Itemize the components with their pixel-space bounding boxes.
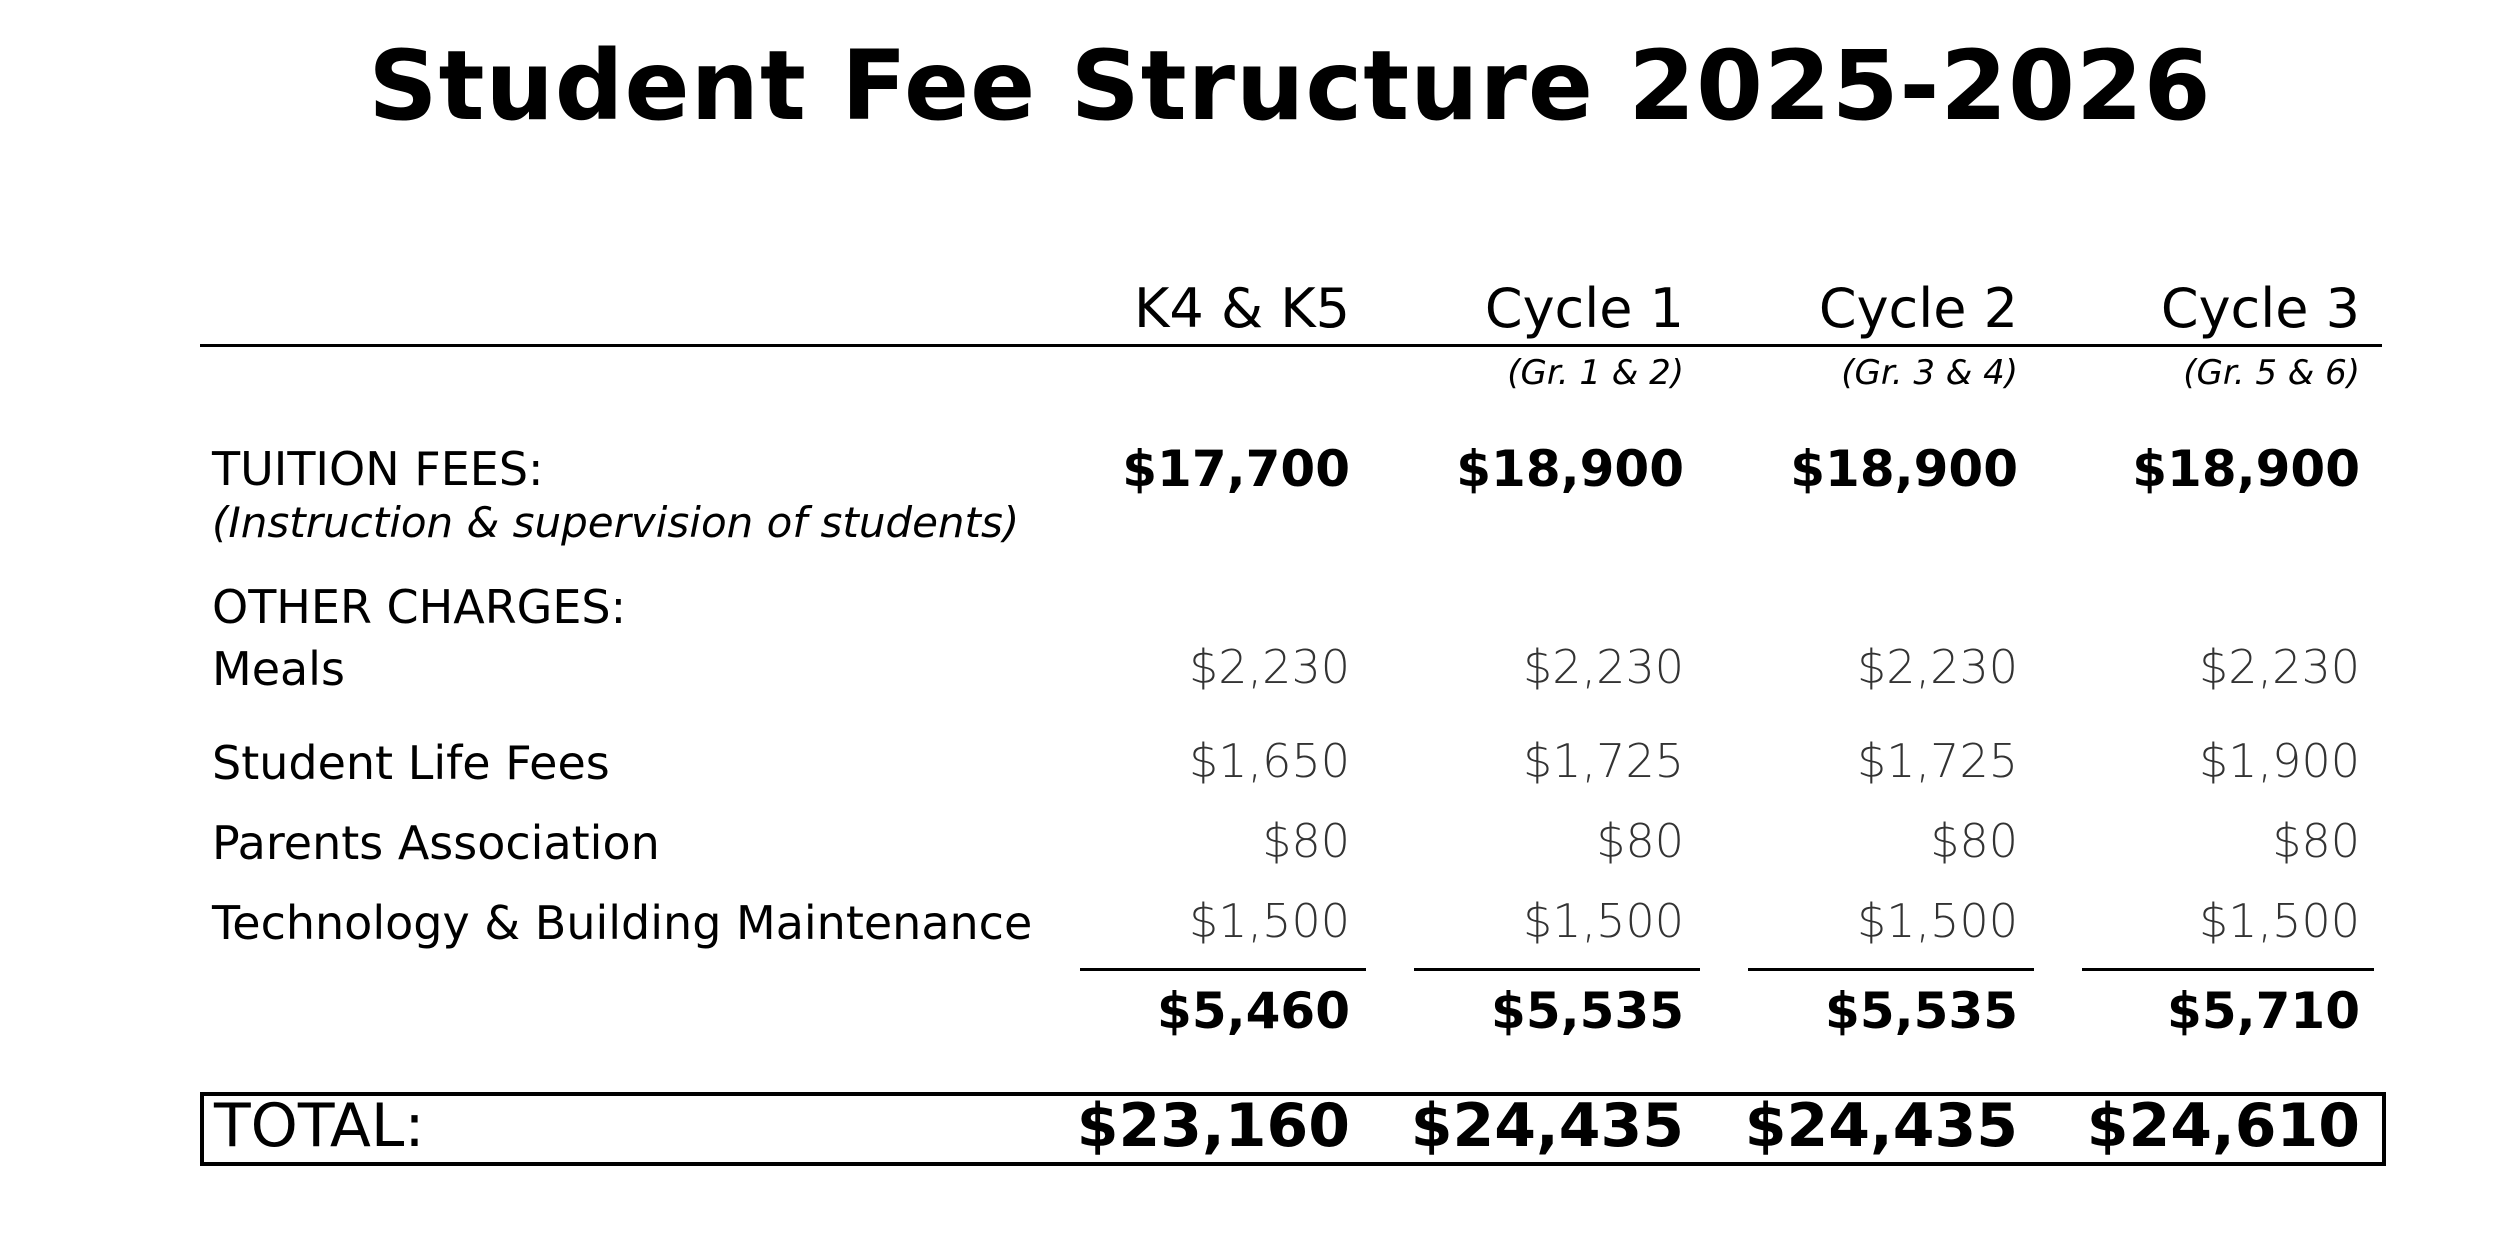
column-header-cycle-3: Cycle 3 (2160, 277, 2360, 340)
other-charges-heading: OTHER CHARGES: (212, 580, 627, 634)
subtotal-cycle-3: $5,710 (2167, 982, 2360, 1040)
technology-building-value-cycle-1: $1,500 (1523, 894, 1684, 948)
subtotal-cycle-1: $5,535 (1491, 982, 1684, 1040)
student-life-fees-label: Student Life Fees (212, 736, 610, 790)
technology-building-value-cycle-3: $1,500 (2199, 894, 2360, 948)
student-life-value-k4-k5: $1,650 (1189, 734, 1350, 788)
subtotal-cycle-2: $5,535 (1825, 982, 2018, 1040)
column-subheader-cycle-3: (Gr. 5 & 6) (2183, 353, 2360, 393)
header-divider (200, 344, 2382, 347)
total-cycle-3: $24,610 (2086, 1091, 2360, 1161)
tuition-value-k4-k5: $17,700 (1122, 440, 1350, 498)
subtotal-rule-cycle-1 (1414, 968, 1700, 971)
tuition-value-cycle-1: $18,900 (1456, 440, 1684, 498)
parents-association-label: Parents Association (212, 816, 660, 870)
page-title: Student Fee Structure 2025-2026 (368, 30, 2212, 142)
total-cycle-2: $24,435 (1744, 1091, 2018, 1161)
subtotal-rule-k4-k5 (1080, 968, 1366, 971)
subtotal-rule-cycle-2 (1748, 968, 2034, 971)
meals-value-cycle-3: $2,230 (2199, 640, 2360, 694)
column-header-cycle-1: Cycle 1 (1484, 277, 1684, 340)
subtotal-rule-cycle-3 (2082, 968, 2374, 971)
tuition-value-cycle-2: $18,900 (1790, 440, 2018, 498)
tuition-fees-label: TUITION FEES: (212, 442, 544, 496)
column-subheader-cycle-2: (Gr. 3 & 4) (1841, 353, 2018, 393)
column-subheader-cycle-1: (Gr. 1 & 2) (1507, 353, 1684, 393)
tuition-value-cycle-3: $18,900 (2132, 440, 2360, 498)
tuition-fees-description: (Instruction & supervision of students) (212, 498, 1020, 547)
meals-value-k4-k5: $2,230 (1189, 640, 1350, 694)
parents-association-value-cycle-1: $80 (1596, 814, 1684, 868)
parents-association-value-cycle-2: $80 (1930, 814, 2018, 868)
student-life-value-cycle-1: $1,725 (1523, 734, 1684, 788)
column-header-cycle-2: Cycle 2 (1818, 277, 2018, 340)
meals-value-cycle-2: $2,230 (1857, 640, 2018, 694)
total-k4-k5: $23,160 (1076, 1091, 1350, 1161)
meals-label: Meals (212, 642, 345, 696)
parents-association-value-cycle-3: $80 (2272, 814, 2360, 868)
student-life-value-cycle-2: $1,725 (1857, 734, 2018, 788)
student-life-value-cycle-3: $1,900 (2199, 734, 2360, 788)
parents-association-value-k4-k5: $80 (1262, 814, 1350, 868)
technology-building-value-k4-k5: $1,500 (1189, 894, 1350, 948)
subtotal-k4-k5: $5,460 (1157, 982, 1350, 1040)
meals-value-cycle-1: $2,230 (1523, 640, 1684, 694)
column-header-k4-k5: K4 & K5 (1134, 277, 1350, 340)
technology-building-label: Technology & Building Maintenance (212, 896, 1033, 950)
total-label: TOTAL: (214, 1091, 425, 1161)
total-cycle-1: $24,435 (1410, 1091, 1684, 1161)
technology-building-value-cycle-2: $1,500 (1857, 894, 2018, 948)
